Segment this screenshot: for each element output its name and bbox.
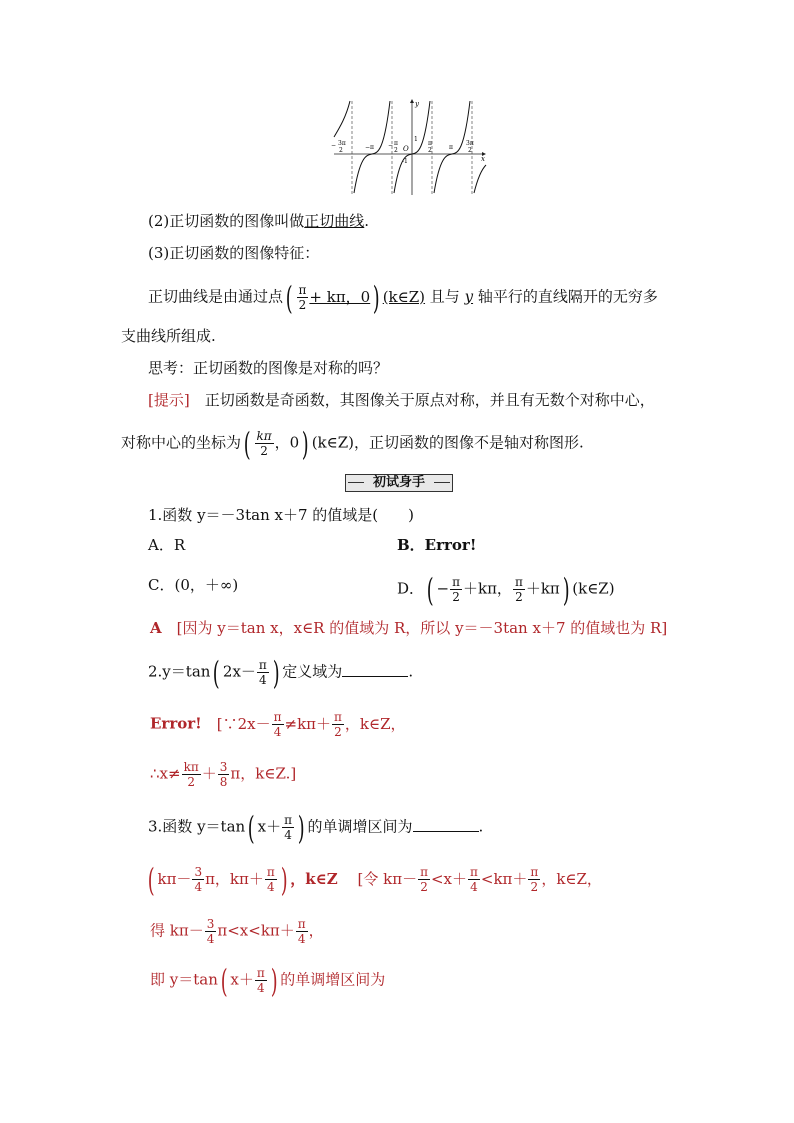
question-1: 1.函数 y＝－3tan x＋7 的值域是( )	[148, 506, 414, 524]
svg-text:2: 2	[339, 147, 343, 154]
tick-neg-pi: −π	[365, 144, 374, 151]
question-3: 3.函数 y＝tan( x＋ $\frac{\pi}{4}$ ) 的单调增区间为 .	[148, 808, 484, 847]
answer-3-line3: 即 y＝tan( x＋ $\frac{\pi}{4}$ ) 的单调增区间为	[150, 961, 386, 1000]
graph-x-label: x	[481, 155, 485, 163]
graph-origin: O	[403, 145, 409, 153]
q1-option-c: C．(0，＋∞)	[148, 576, 239, 594]
tangent-description-line1: 正切曲线是由通过点( $\frac{\pi}{2}$ + kπ，0) (k∈Z) 且与 y 轴平行的直线隔开的无穷多	[148, 278, 658, 317]
item-2: (2)正切函数的图像叫做正切曲线.	[148, 212, 370, 230]
answer-3-line1: ( kπ－ $\frac{3}{4}$ π，kπ＋ $\frac{\pi}{4}$ ) ，k∈Z [令 kπ－ $\frac{\pi}{2}$ <x＋ $\frac{\pi}{4}$ <kπ＋ $\frac{\pi}{2}$ ，k∈Z，	[147, 860, 602, 899]
q1-option-a: A．R	[148, 536, 186, 554]
hint-tag: [提示]	[148, 391, 190, 409]
svg-text:−: −	[388, 142, 394, 149]
section-banner: 初试身手	[345, 474, 453, 492]
answer-blank-2[interactable]	[342, 662, 408, 677]
graph-one: 1	[414, 136, 418, 143]
q1-option-b: B．Error!	[397, 536, 477, 554]
graph-y-label: y	[415, 100, 419, 108]
answer-1: A [因为 y＝tan x，x∈R 的值域为 R，所以 y＝－3tan x＋7 的值域也为 R]	[150, 619, 668, 637]
svg-text:−: −	[331, 142, 337, 149]
answer-blank-3[interactable]	[413, 817, 479, 832]
svg-text:2: 2	[394, 147, 398, 154]
think-question: 思考：正切函数的图像是对称的吗？	[148, 359, 389, 377]
tick-pi: π	[449, 144, 453, 151]
answer-2-line1: Error! [∵2x－ $\frac{\pi}{4}$ ≠kπ＋ $\frac{\pi}{2}$ ，k∈Z，	[150, 710, 406, 739]
hint-line1: [提示] 正切函数是奇函数，其图像关于原点对称，并且有无数个对称中心，	[148, 391, 655, 409]
tangent-description-line2: 支曲线所组成.	[121, 327, 216, 345]
question-2: 2.y＝tan( 2x－ $\frac{\pi}{4}$ ) 定义域为 .	[148, 653, 414, 692]
tick-pi-2: π	[428, 140, 432, 147]
q1-option-d: D．( − $\frac{\pi}{2}$ ＋kπ， $\frac{\pi}{2}$ ＋kπ) (k∈Z)	[397, 570, 615, 609]
graph-neg-one: -1	[402, 158, 408, 165]
svg-text:2: 2	[428, 147, 432, 154]
svg-text:2: 2	[468, 147, 472, 154]
tangent-graph	[330, 97, 490, 197]
item-3: (3)正切函数的图像特征：	[148, 244, 320, 262]
tick-3pi-2: 3π	[466, 140, 474, 147]
tick-neg-3pi-2: 3π	[338, 140, 346, 147]
tick-neg-pi-2: π	[394, 140, 398, 147]
answer-2-line2: ∴x≠ $\frac{k\pi}{2}$ ＋ $\frac{3}{8}$ π，k∈Z.]	[150, 760, 297, 789]
hint-line2: 对称中心的坐标为( $\frac{k\pi}{2}$ ，0) (k∈Z)，正切函数的图像不是轴对称图形.	[121, 424, 584, 463]
answer-3-line2: 得 kπ－ $\frac{3}{4}$ π<x<kπ＋ $\frac{\pi}{4}$ ，	[150, 917, 324, 946]
